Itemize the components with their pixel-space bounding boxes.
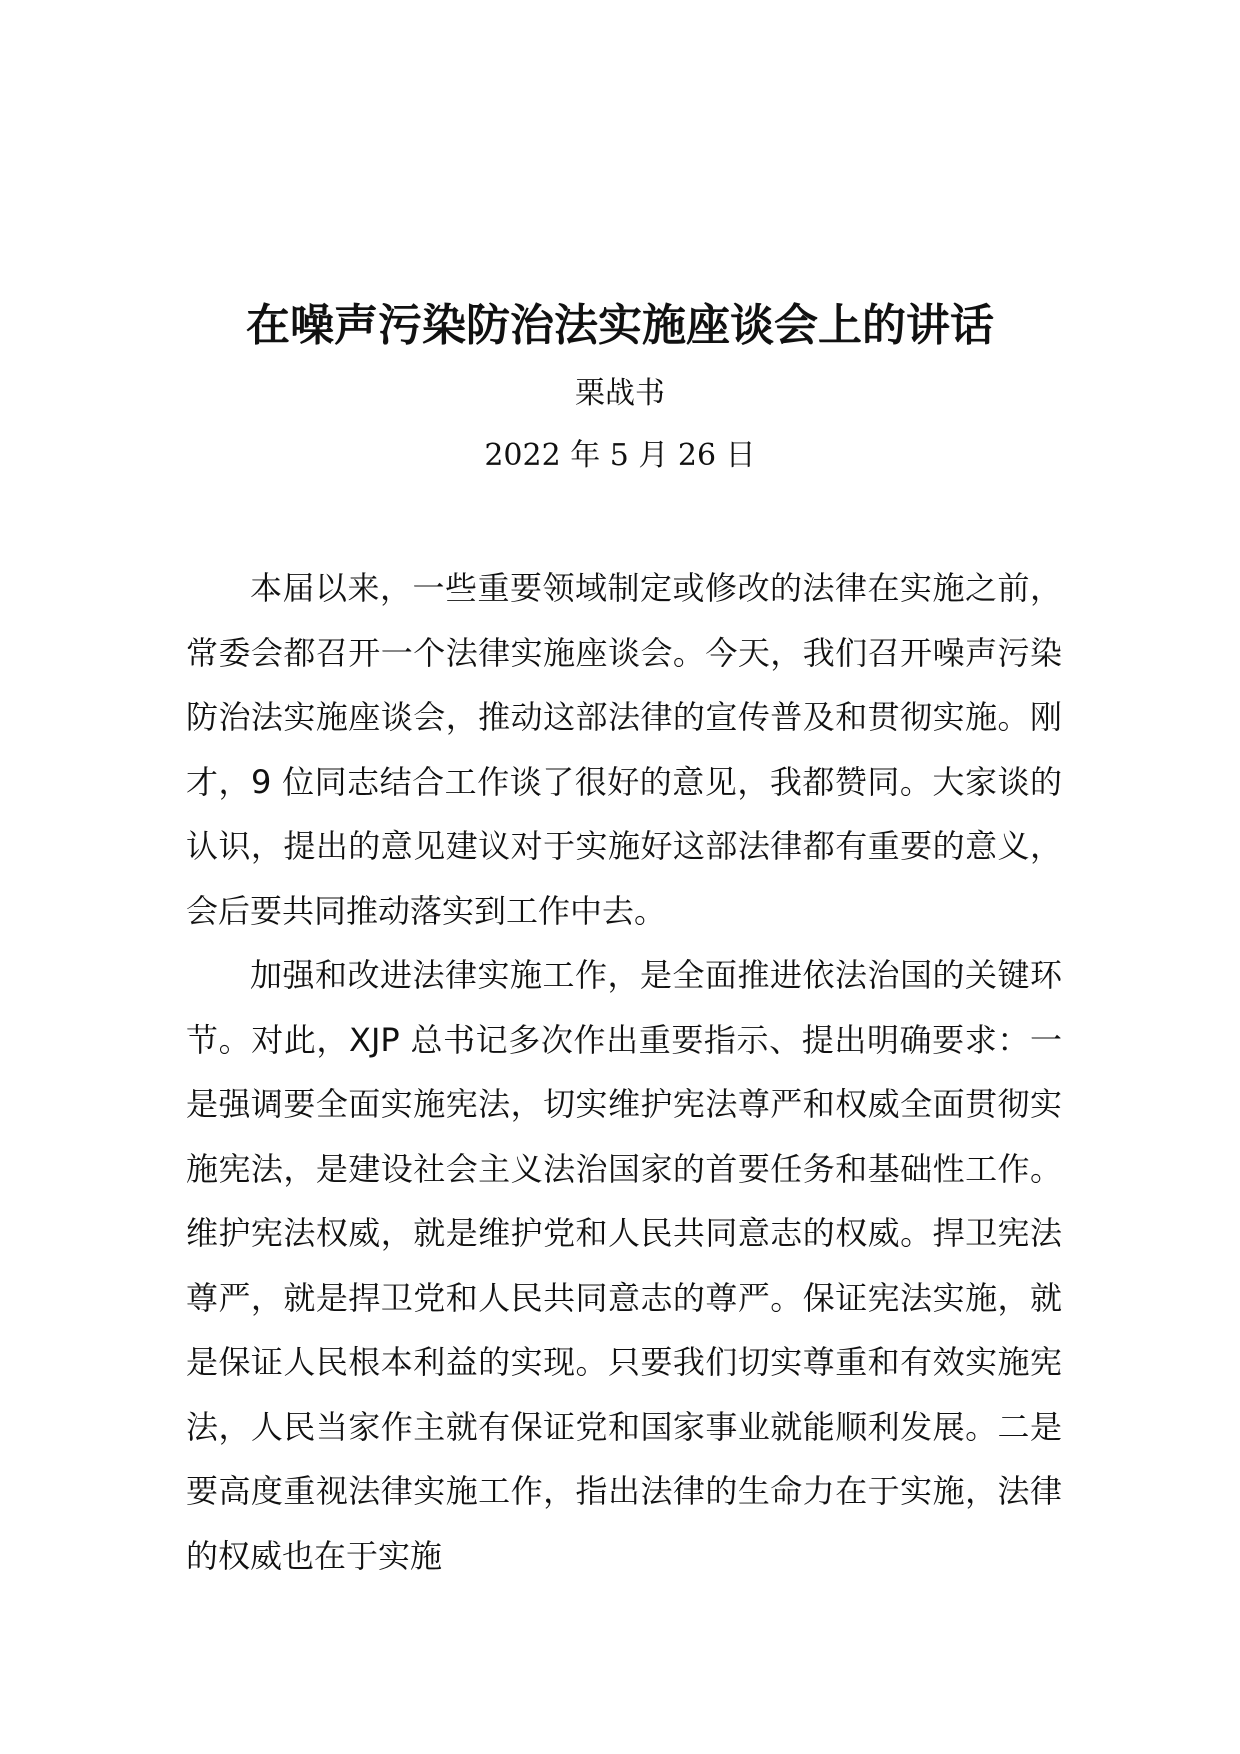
document-author: 栗战书 [575, 376, 665, 411]
paragraph: 本届以来，一些重要领域制定或修改的法律在实施之前，常委会都召开一个法律实施座谈会。今天，我们召开噪声污染防治法实施座谈会，推动这部法律的宣传普及和贯彻实施。刚才，9 位同志结合工作谈了很好的意见，我都赞同。大家谈的认识，提出的意见建议对于实施好这部法律都有重要的意义，会后要共同推动落实到工作中去。 [186, 569, 1062, 930]
document-title: 在噪声污染防治法实施座谈会上的讲话 [246, 300, 994, 351]
paragraph: 加强和改进法律实施工作，是全面推进依法治国的关键环节。对此，XJP 总书记多次作出重要指示、提出明确要求：一是强调要全面实施宪法，切实维护宪法尊严和权威全面贯彻实施宪法，是建设社会主义法治国家的首要任务和基础性工作。维护宪法权威，就是维护党和人民共同意志的权威。捍卫宪法尊严，就是捍卫党和人民共同意志的尊严。保证宪法实施，就是保证人民根本利益的实现。只要我们切实尊重和有效实施宪法，人民当家作主就有保证党和国家事业就能顺利发展。二是要高度重视法律实施工作，指出法律的生命力在于实施，法律的权威也在于实施 [186, 956, 1062, 1575]
document-date: 2022 年 5 月 26 日 [484, 438, 756, 473]
document-body [186, 556, 1062, 1588]
